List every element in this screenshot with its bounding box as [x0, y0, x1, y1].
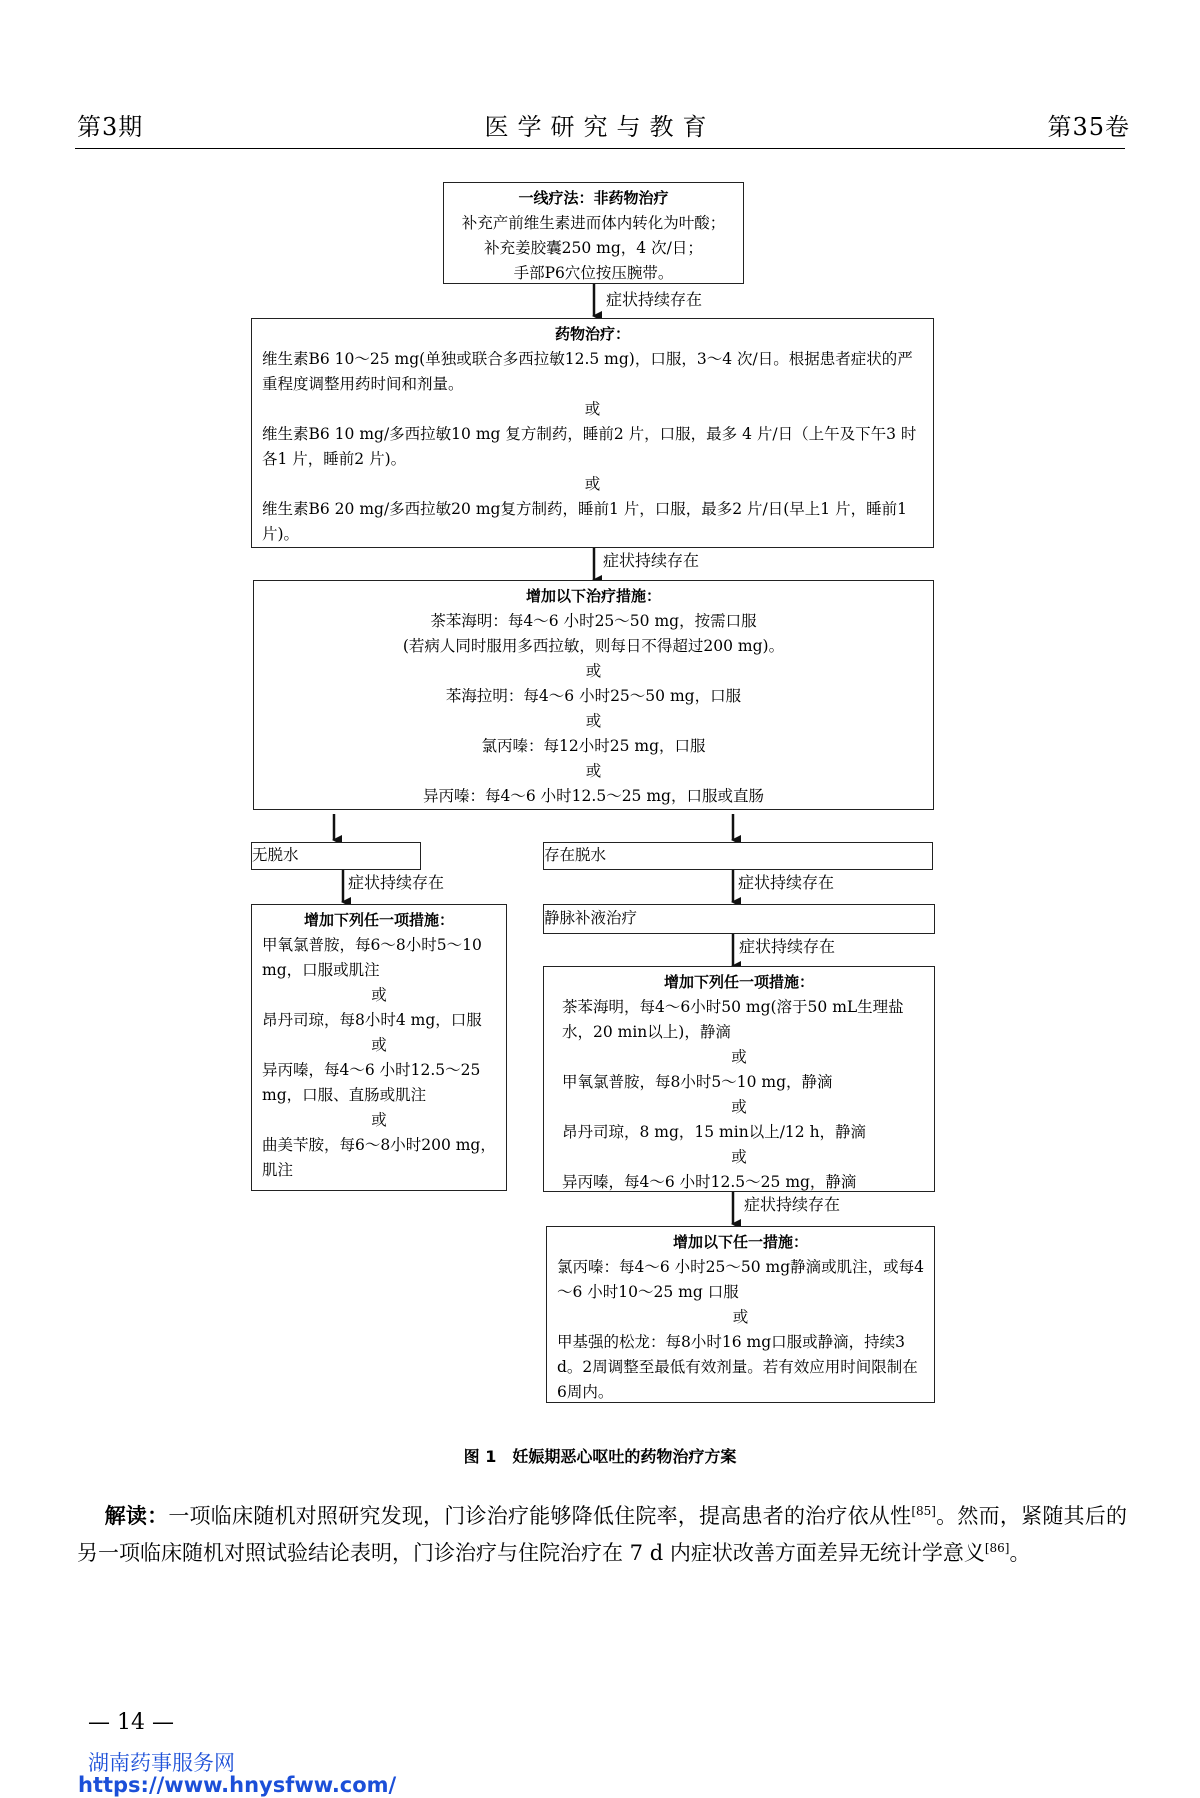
- no-dehydration-box: 无脱水: [251, 842, 421, 870]
- measure-line: 氯丙嗪：每12小时25 mg，口服: [481, 737, 706, 755]
- measure-option: 氯丙嗪：每4～6 小时25～50 mg静滴或肌注，或每4～6 小时10～25 mg 口服: [557, 1258, 925, 1301]
- or-separator: 或: [585, 712, 602, 730]
- or-separator: 或: [584, 400, 601, 418]
- page-number: — 14 —: [88, 1710, 174, 1735]
- paragraph-text: 。然而，紧随其后的另一项临床随机对照试验结论表明，门诊治疗与住院治疗在 7 d 内症状改善方面差异无统计学意义: [77, 1504, 1128, 1565]
- additional-measures-title: 增加以下治疗措施：: [525, 587, 661, 605]
- flow-label: 症状持续存在: [738, 873, 835, 892]
- or-separator: 或: [371, 986, 387, 1004]
- flow-label: 症状持续存在: [348, 873, 445, 892]
- or-separator: 或: [731, 1098, 747, 1116]
- first-line-item: 补充产前维生素进而体内转化为叶酸；: [461, 214, 726, 232]
- no-dehydration-measures-box: [251, 904, 507, 1191]
- measure-option: 昂丹司琼，每8小时4 mg，口服: [262, 1011, 482, 1029]
- or-separator: 或: [585, 662, 602, 680]
- additional-measures-box: [253, 580, 934, 810]
- flow-label: 症状持续存在: [603, 551, 700, 570]
- first-line-item: 手部P6穴位按压腕带。: [513, 264, 674, 282]
- no-dehydration-measures-title: 增加下列任一项措施：: [303, 911, 454, 929]
- journal-title: 医学研究与教育: [484, 113, 716, 141]
- drug-therapy-box: [251, 318, 934, 548]
- measure-line: (若病人同时服用多西拉敏，则每日不得超过200 mg)。: [402, 637, 785, 655]
- or-separator: 或: [584, 475, 601, 493]
- measure-option: 异丙嗪，每4～6 小时12.5～25 mg，口服、直肠或肌注: [262, 1061, 481, 1104]
- or-separator: 或: [371, 1036, 387, 1054]
- paragraph-text: 一项临床随机对照研究发现，门诊治疗能够降低住院率，提高患者的治疗依从性: [168, 1504, 912, 1528]
- iv-fluid-box: 静脉补液治疗: [543, 904, 935, 934]
- interpretation-lead: 解读：: [104, 1503, 169, 1528]
- first-line-title: 一线疗法：非药物治疗: [518, 189, 669, 207]
- measure-line: 苯海拉明：每4～6 小时25～50 mg，口服: [445, 687, 742, 705]
- interpretation-paragraph: [77, 1497, 1127, 1572]
- footer-url-link[interactable]: https://www.hnysfww.com/: [78, 1773, 397, 1797]
- or-separator: 或: [731, 1148, 747, 1166]
- measure-option: 异丙嗪，每4～6 小时12.5～25 mg，静滴: [562, 1173, 857, 1191]
- measure-option: 昂丹司琼，8 mg，15 min以上/12 h，静滴: [562, 1123, 867, 1141]
- drug-option: 维生素B6 20 mg/多西拉敏20 mg复方制药，睡前1 片，口服，最多2 片/日(早上1 片，睡前1 片)。: [262, 500, 907, 543]
- measure-option: 茶苯海明，每4～6小时50 mg(溶于50 mL生理盐水，20 min以上)，静滴: [562, 998, 904, 1041]
- flow-label: 症状持续存在: [744, 1195, 841, 1214]
- measure-option: 甲基强的松龙：每8小时16 mg口服或静滴，持续3 d。2周调整至最低有效剂量。若有效应用时间限制在6周内。: [557, 1333, 918, 1401]
- paragraph-text: 。: [1009, 1541, 1031, 1565]
- measure-option: 甲氧氯普胺，每6～8小时5～10 mg，口服或肌注: [262, 936, 482, 979]
- citation-86[interactable]: [86]: [984, 1541, 1010, 1555]
- citation-85[interactable]: [85]: [911, 1504, 936, 1518]
- dehydration-box: 存在脱水: [543, 842, 933, 870]
- footer-site-name: 湖南药事服务网: [88, 1751, 235, 1775]
- volume-number: 第35卷: [1047, 113, 1130, 141]
- or-separator: 或: [585, 762, 602, 780]
- flow-label: 症状持续存在: [739, 937, 836, 956]
- drug-option: 维生素B6 10～25 mg(单独或联合多西拉敏12.5 mg)，口服，3～4 次/日。根据患者症状的严重程度调整用药时间和剂量。: [262, 350, 913, 393]
- first-line-box: [443, 182, 744, 284]
- or-separator: 或: [732, 1308, 749, 1326]
- measure-line: 茶苯海明：每4～6 小时25～50 mg，按需口服: [430, 612, 757, 630]
- or-separator: 或: [371, 1111, 387, 1129]
- drug-therapy-title: 药物治疗：: [554, 325, 630, 343]
- final-measures-box: [546, 1226, 935, 1403]
- drug-option: 维生素B6 10 mg/多西拉敏10 mg 复方制药，睡前2 片，口服，最多 4 片/日（上午及下午3 时各1 片，睡前2 片)。: [262, 425, 917, 468]
- flow-label: 症状持续存在: [606, 290, 703, 309]
- final-measures-title: 增加以下任一措施：: [672, 1233, 808, 1251]
- or-separator: 或: [731, 1048, 747, 1066]
- issue-number: 第3期: [77, 113, 144, 141]
- measure-line: 异丙嗪：每4～6 小时12.5～25 mg，口服或直肠: [423, 787, 764, 805]
- dehydration-measures-title: 增加下列任一项措施：: [663, 973, 814, 991]
- dehydration-measures-box: [543, 966, 935, 1192]
- first-line-item: 补充姜胶囊250 mg，4 次/日；: [484, 239, 703, 257]
- measure-option: 甲氧氯普胺，每8小时5～10 mg，静滴: [562, 1073, 833, 1091]
- figure-caption: 图 1 妊娠期恶心呕吐的药物治疗方案: [463, 1447, 737, 1466]
- measure-option: 曲美苄胺，每6～8小时200 mg，肌注: [262, 1136, 496, 1179]
